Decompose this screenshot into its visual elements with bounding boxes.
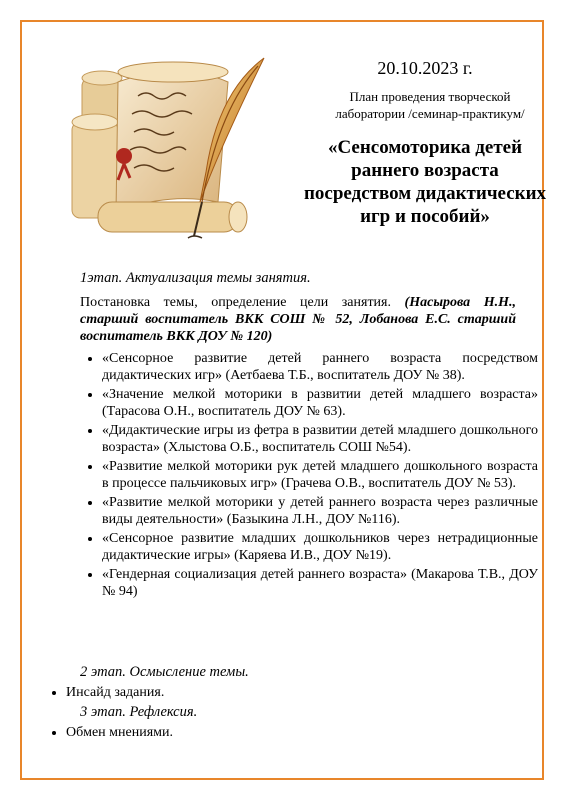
list-item: • «Сенсорное развитие младших дошкольников через нетрадиционные дидактические игры» (Каряева И.В., ДОУ №19). bbox=[102, 530, 538, 564]
stage2-list bbox=[50, 684, 366, 701]
talks-list bbox=[80, 350, 538, 602]
list-item: • «Развитие мелкой моторики рук детей младшего дошкольного возраста в процессе пальчиковых игр» (Грачева О.В., воспитатель ДОУ № 53). bbox=[102, 458, 538, 492]
stage1-heading: 1этап. Актуализация темы занятия. bbox=[80, 270, 311, 286]
intro-presenters: (Насырова Н.Н., старший воспитатель ВКК СОШ № 52, Лобанова Е.С. старший воспитатель ВКК ДОУ № 120) bbox=[80, 295, 517, 344]
scroll-and-quill-illustration bbox=[68, 52, 268, 248]
stage3-list bbox=[50, 724, 366, 741]
document-title: «Сенсомоторика детей раннего возраста посредством дидактических игр и пособий» bbox=[303, 137, 547, 227]
list-item: • «Значение мелкой моторики в развитии детей младшего возраста» (Тарасова О.Н., воспитатель ДОУ № 63). bbox=[102, 386, 538, 420]
list-item: • «Развитие мелкой моторики у детей раннего возраста через различные виды деятельности» (Базыкина Л.Н., ДОУ №116). bbox=[102, 494, 538, 528]
list-item: • Обмен мнениями. bbox=[66, 724, 366, 741]
intro-text: Постановка темы, определение цели занятия. bbox=[80, 295, 391, 310]
stage1-intro bbox=[80, 294, 516, 345]
stage2-heading: 2 этап. Осмысление темы. bbox=[80, 664, 249, 680]
document-subtitle: План проведения творческой лаборатории /семинар-практикум/ bbox=[335, 89, 525, 121]
document-date: 20.10.2023 г. bbox=[377, 58, 473, 78]
list-item: • «Гендерная социализация детей раннего возраста» (Макарова Т.В., ДОУ № 94) bbox=[102, 566, 538, 600]
stage3-heading: 3 этап. Рефлексия. bbox=[80, 704, 198, 720]
list-item: • «Дидактические игры из фетра в развитии детей младшего дошкольного возраста» (Хлыстова О.Б., воспитатель СОШ №54). bbox=[102, 422, 538, 456]
list-item: • «Сенсорное развитие детей раннего возраста посредством дидактических игр» (Аетбаева Т.Б., воспитатель ДОУ № 38). bbox=[102, 350, 538, 384]
list-item: • Инсайд задания. bbox=[66, 684, 366, 701]
